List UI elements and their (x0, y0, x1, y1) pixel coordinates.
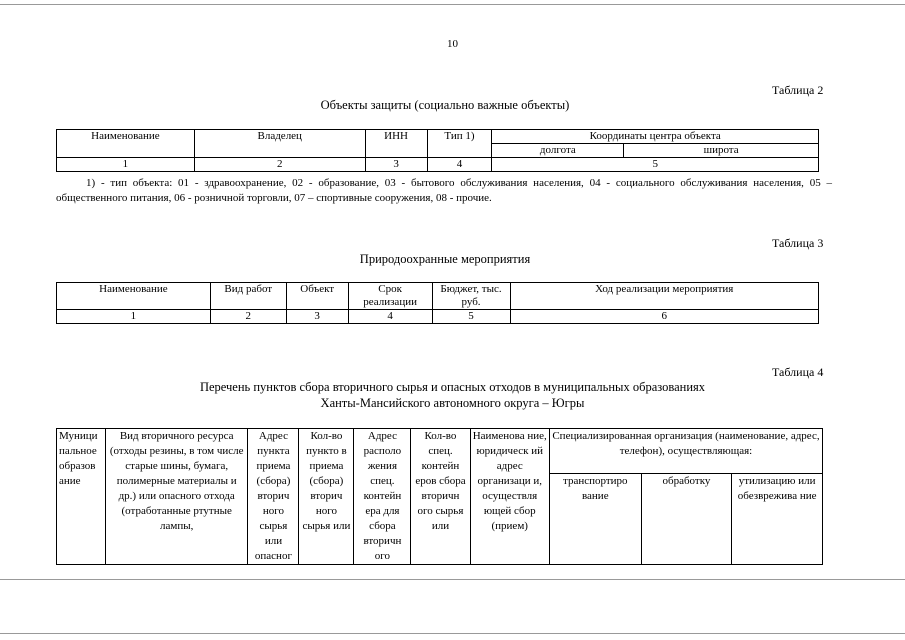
table3-num-5: 5 (432, 310, 510, 324)
bottom-edge-line (0, 579, 905, 580)
table4-title-line1: Перечень пунктов сбора вторичного сырья и опасных отходов в муниципальных образованиях (199, 380, 706, 394)
page-number: 10 (447, 38, 458, 50)
table3-num-2: 2 (210, 310, 286, 324)
table4-title-line2: Ханты-Мансийского автономного округа – Югры (320, 396, 585, 410)
table2-num-2: 2 (194, 158, 365, 172)
table4-header-points-count: Кол-во пункто в приема (сбора) вторич ного сырья или (299, 429, 354, 565)
table3-header-work-type: Вид работ (210, 283, 286, 310)
table4-header-processing: обработку (641, 474, 732, 565)
table2-header-latitude: широта (624, 144, 819, 158)
table2-header-longitude: долгота (492, 144, 624, 158)
table2-number-row (57, 158, 819, 172)
table2-header-type: Тип 1) (427, 130, 492, 158)
table3-number-row (57, 310, 819, 324)
table3 (56, 282, 819, 324)
table2-num-5: 5 (492, 158, 819, 172)
table2-header-name: Наименование (57, 130, 195, 158)
table3-num-4: 4 (348, 310, 432, 324)
table4-header-collection-address: Адрес пункта приема (сбора) вторич ного сырья или опасног (248, 429, 299, 565)
table3-header-progress: Ход реализации мероприятия (510, 283, 819, 310)
table2-header-inn: ИНН (365, 130, 427, 158)
table4-header-disposal: утилизацию или обезврежива ние (732, 474, 823, 565)
table4-label: Таблица 4 (772, 365, 824, 379)
table3-label: Таблица 3 (772, 236, 824, 250)
table4-header-resource-type: Вид вторичного ресурса (отходы резины, в том числе старые шины, бумага, полимерные материалы и др.) или опасного отхода (отработанные ртутные лампы, (105, 429, 248, 565)
table2-label: Таблица 2 (772, 83, 824, 97)
table3-header-budget: Бюджет, тыс. руб. (432, 283, 510, 310)
table2-num-3: 3 (365, 158, 427, 172)
table2-header-coords: Координаты центра объекта (492, 130, 819, 144)
table4-header-container-address: Адрес располо жения спец. контейн ера для сбора вторичн ого (354, 429, 411, 565)
top-edge-line (0, 4, 905, 5)
table3-header-row (57, 283, 819, 310)
table3-header-name: Наименование (57, 283, 211, 310)
table4-header-organization: Наименова ние, юридическ ий адрес организаци и, осуществля ющей сбор (прием) (470, 429, 549, 565)
table4-header-container-count: Кол-во спец. контейн еров сбора вторичн ого сырья или (411, 429, 470, 565)
table3-header-term: Срок реализации (348, 283, 432, 310)
table3-header-object: Объект (286, 283, 348, 310)
table3-num-6: 6 (510, 310, 819, 324)
table2-num-1: 1 (57, 158, 195, 172)
table4-header-transport: транспортиро вание (549, 474, 641, 565)
table2-header-owner: Владелец (194, 130, 365, 158)
table4-header-municipality: Муници пальное образов ание (57, 429, 106, 565)
table2-title: Объекты защиты (социально важные объекты) (320, 98, 570, 112)
table3-num-3: 3 (286, 310, 348, 324)
table2 (56, 129, 819, 172)
table2-num-4: 4 (427, 158, 492, 172)
bottom-edge-line-2 (0, 633, 905, 634)
table3-title: Природоохранные мероприятия (359, 252, 531, 266)
table2-header-row (57, 130, 819, 144)
table4-header-row (57, 429, 823, 474)
table4-header-specialized-org: Специализированная организация (наименование, адрес, телефон), осуществляющая: (549, 429, 822, 474)
table2-footnote: 1) - тип объекта: 01 - здравоохранение, 02 - образование, 03 - бытового обслуживания населения, 04 - социального обслуживания населения, 05 – общественного питания, 06 - розничной торговли, 07 – спортивные сооружения, 08 - прочие. (56, 177, 832, 204)
table3-num-1: 1 (57, 310, 211, 324)
table4 (56, 428, 823, 565)
